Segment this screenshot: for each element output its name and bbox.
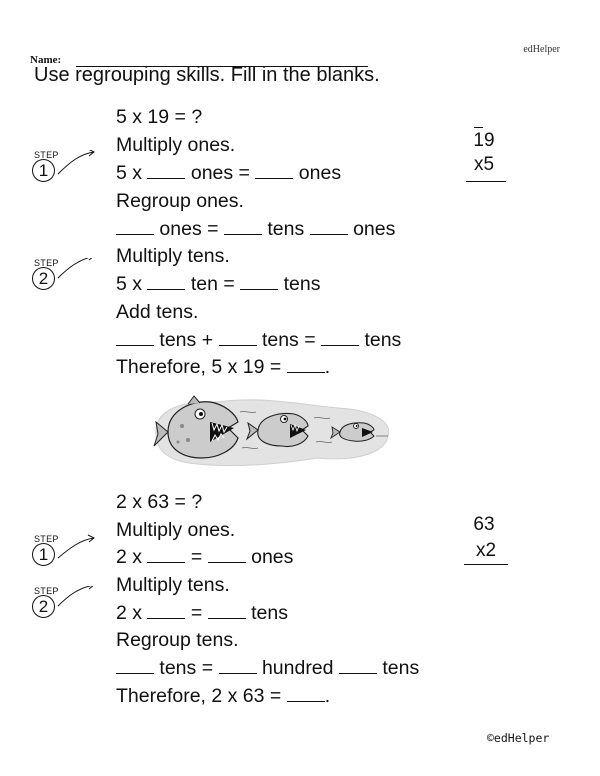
step-arrow-icon <box>32 534 122 576</box>
step-number-circle: 1 <box>32 159 55 182</box>
step-number-circle: 1 <box>32 543 55 566</box>
problem1-step2-title: Multiply tens. <box>116 245 230 267</box>
problem2-vertical-rule <box>464 564 508 565</box>
step-label: STEP <box>34 586 59 596</box>
problem1-line-regroup-ones: ones = tens ones <box>116 218 395 241</box>
step-arrow-icon <box>32 150 122 192</box>
fish-school-illustration <box>148 392 398 472</box>
answer-blank[interactable] <box>219 659 257 674</box>
step-arrow-icon <box>32 258 122 300</box>
problem1-therefore: Therefore, 5 x 19 = . <box>116 356 331 378</box>
answer-blank[interactable] <box>116 659 154 674</box>
step-arrow-icon <box>32 586 122 628</box>
problem1-vertical-bottom: x5 <box>473 154 495 175</box>
problem2-therefore: Therefore, 2 x 63 = . <box>116 685 331 707</box>
answer-blank[interactable] <box>208 604 246 619</box>
answer-blank[interactable] <box>147 164 185 179</box>
answer-blank[interactable] <box>147 604 185 619</box>
step-number-circle: 2 <box>32 267 55 290</box>
answer-blank[interactable] <box>255 164 293 179</box>
answer-blank[interactable] <box>147 548 185 563</box>
problem2-line-multiply-tens: 2 x = tens <box>116 602 288 624</box>
answer-blank[interactable] <box>116 331 154 346</box>
answer-blank[interactable] <box>208 548 246 563</box>
problem1-add-tens-title: Add tens. <box>116 301 199 323</box>
problem1-step2-marker <box>32 258 122 300</box>
problem2-step2-marker <box>32 586 122 628</box>
problem2-step1-title: Multiply ones. <box>116 519 236 541</box>
copyright-footer: ©edHelper <box>487 731 550 745</box>
brand-header: edHelper <box>523 44 560 55</box>
problem1-question: 5 x 19 = ? <box>116 106 203 128</box>
answer-blank[interactable] <box>240 275 278 290</box>
answer-blank[interactable] <box>321 331 359 346</box>
problem2-vertical-top: 63 <box>473 514 495 535</box>
problem1-line-add-tens: tens + tens = tens <box>116 329 401 352</box>
problem1-vertical-top: 19 <box>456 130 512 152</box>
answer-blank[interactable] <box>287 687 325 702</box>
answer-blank[interactable] <box>219 331 257 346</box>
problem2-vertical-bottom: x2 <box>475 540 497 561</box>
answer-blank[interactable] <box>116 220 154 235</box>
answer-blank[interactable] <box>287 358 325 373</box>
step-number-circle: 2 <box>32 595 55 618</box>
problem1-line-multiply-ones: 5 x ones = ones <box>116 162 342 184</box>
step-label: STEP <box>34 534 59 544</box>
problem1-regroup-title: Regroup ones. <box>116 190 244 212</box>
problem1-step1-title: Multiply ones. <box>116 134 236 156</box>
answer-blank[interactable] <box>339 659 377 674</box>
problem2-step2-title: Multiply tens. <box>116 574 230 596</box>
problem2-step1-marker <box>32 534 122 576</box>
problem1-line-multiply-tens: 5 x ten = tens <box>116 273 321 295</box>
problem2-line-multiply-ones: 2 x = ones <box>116 546 294 568</box>
problem2-line-regroup-tens: tens = hundred tens <box>116 657 419 680</box>
answer-blank[interactable] <box>147 275 185 290</box>
step-label: STEP <box>34 258 59 268</box>
problem1-step1-marker <box>32 150 122 192</box>
answer-blank[interactable] <box>310 220 348 235</box>
instructions: Use regrouping skills. Fill in the blanks. <box>34 64 380 86</box>
problem2-question: 2 x 63 = ? <box>116 491 203 513</box>
step-label: STEP <box>34 150 59 160</box>
problem1-vertical-rule <box>466 181 506 182</box>
regroup-mark <box>474 127 483 128</box>
answer-blank[interactable] <box>224 220 262 235</box>
name-label: Name: <box>30 54 62 66</box>
problem2-regroup-title: Regroup tens. <box>116 629 239 651</box>
